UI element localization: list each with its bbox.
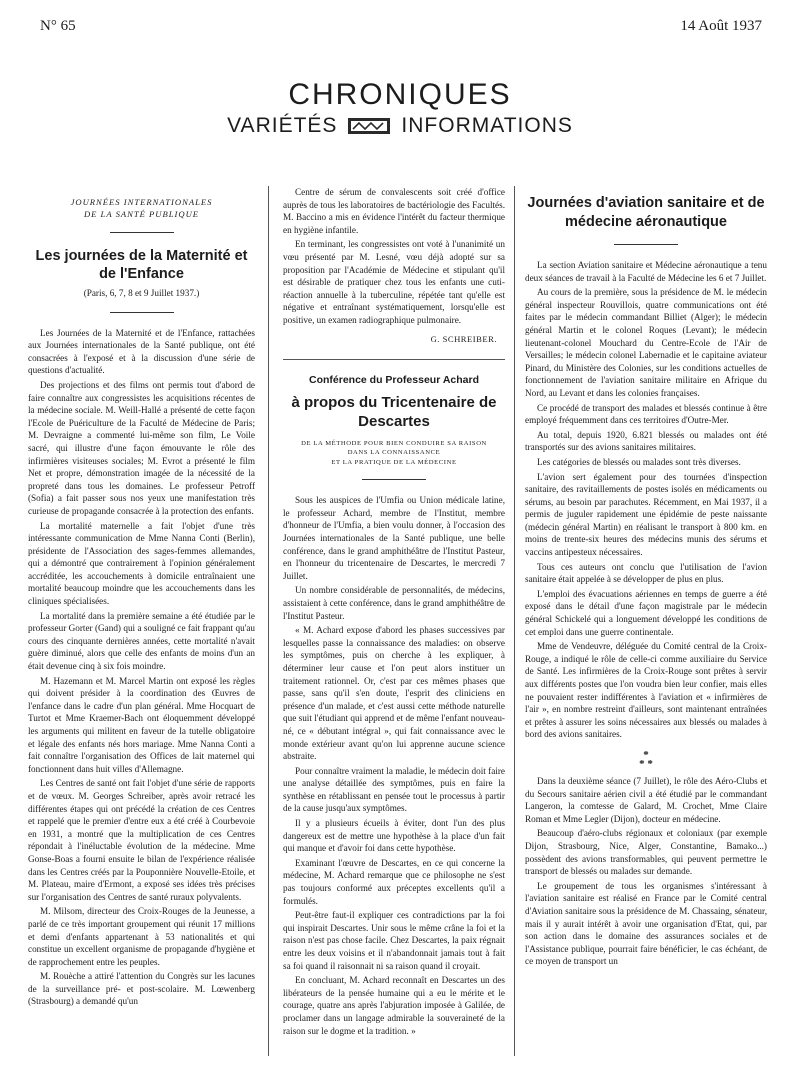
- column-divider: [268, 186, 269, 1056]
- paragraph: La mortalité dans la première semaine a été étudiée par le professeur Gorter (Gand) qui a souligné ce fait frappant qu'au cours des cinquante dernières années, cette mortalité n'avait guère diminué, alors que celle des enfants de moins d'un an était devenue cinq à six fois moindre.: [28, 610, 255, 672]
- article-subtitle: (Paris, 6, 7, 8 et 9 Juillet 1937.): [83, 288, 200, 298]
- paragraph: Dans la deuxième séance (7 Juillet), le rôle des Aéro-Clubs et du Secours sanitaire aérien civil a été étudié par le commandant Langeron, la comtesse de Galard, M. Crochet, Mme Claire Roman et Mme Legler (Dijon), docteur en médecine.: [525, 775, 767, 824]
- paragraph: Un nombre considérable de personnalités, de médecins, assistaient à cette conférence, dans le grand amphithéâtre de l'Institut Pasteur.: [283, 585, 505, 621]
- article-title: Les journées de la Maternité et de l'Enfance: [35, 248, 248, 282]
- paragraph: La mortalité maternelle a fait l'objet d'une très intéressante communication de Mme Nanna Conti (Berlin), présidente de l'Association des sages-femmes allemandes, qui a démontré que contrairement à l'opinion généralement accréditée, les accouchements à domicile entraînaient une mortalité beaucoup moindre que les accouchements dans les cliniques spécialisées.: [28, 520, 255, 607]
- article-title: Journées d'aviation sanitaire et de médecine aéronautique: [527, 195, 765, 230]
- section-heading: JOURNÉES INTERNATIONALES DE LA SANTÉ PUBLIQUE: [70, 197, 213, 219]
- paragraph: L'avion sert également pour des tournées d'inspection sanitaire, des ravitaillements de postes isolés en médicaments ou sérums, au besoin par parachutes. Récemment, en Mai 1937, il a permis de juguler rapidement une épidémie de peste naissante (médecin général Martin) en réalisant le transport à 800 km. en moins de trente-six heures des médecins munis des sérums et vaccins antipesteux nécessaires.: [525, 471, 767, 558]
- paragraph: Ce procédé de transport des malades et blessés continue à être employé fréquemment dans ces territoires d'Outre-Mer.: [525, 402, 767, 426]
- paragraph: Pour connaître vraiment la maladie, le médecin doit faire une analyse détaillée des symptômes, puis en faire la synthèse en rétablissant en pensée tout le processus à partir de la cause jusqu'aux symptômes.: [283, 765, 505, 814]
- section-rule: [283, 359, 505, 360]
- paragraph: Centre de sérum de convalescents soit créé d'office auprès de tous les laboratoires de bactériologie des Facultés. M. Baccino a mis en évidence l'intérêt du facteur thermique en hygiène infantile.: [283, 187, 505, 235]
- paragraph: En concluant, M. Achard reconnaît en Descartes un des libérateurs de la pensée humaine qui a eu le mérite et le courage, quatre ans après l'abjuration imposée à Galilée, de proclamer dans un langage admirable la souveraineté de la raison sur le dogme et la tradition. »: [283, 975, 505, 1036]
- section-stars: * * *: [639, 748, 653, 770]
- column-middle: [283, 186, 505, 1066]
- masthead-right: INFORMATIONS: [401, 114, 573, 137]
- masthead-title: CHRONIQUES: [288, 78, 512, 111]
- paragraph: Les Centres de santé ont fait l'objet d'une série de rapports et de vœux. M. Georges Schreiber, après avoir retracé les différentes étapes qui ont précédé la création de ces Centres et rappelé que le premier d'entre eux a été créé à Courbevoie en 1931, a montré que la multiplication de ces Centres répondait à l'inéluctable évolution de la médecine. Mme Gonse-Boas a fourni ensuite le bilan de l'expérience réalisée dans les Centres créés par la Pouponnière Nouvelle-Etoile, et M. Plateau, maire d'Ermont, a exposé ses idées très précises sur l'organisation des Centres de santé ruraux polyvalents.: [28, 778, 255, 902]
- paragraph: La section Aviation sanitaire et Médecine aéronautique a tenu deux séances de travail à la Faculté de Médecine les 6 et 7 Juillet.: [525, 260, 767, 283]
- paragraph: M. Milsom, directeur des Croix-Rouges de la Jeunesse, a parlé de ce très important groupement qui réunit 17 millions et demi d'enfants appartenant à 53 nationalités et qui constitue un excellent organisme de propagande d'hygiène et de rapprochement entre les peuples.: [28, 906, 255, 967]
- paragraph: M. Hazemann et M. Marcel Martin ont exposé les règles qui doivent présider à la coordination des Œuvres de l'enfance dans le cadre d'un plan général. Mme Hocquart de Turtot et Mme Kraemer-Bach ont éloquemment développé les arguments qui militent en faveur de la tutelle obligatoire et légale des enfants nés hors mariage. Mme Nanna Conti a fait connaître l'organisation des Offices de lait maternel qui fonctionnent dans huit villes d'Allemagne.: [28, 675, 255, 774]
- short-rule: [614, 244, 678, 245]
- paragraph: Mme de Vendeuvre, déléguée du Comité central de la Croix-Rouge, a indiqué le rôle de celle-ci comme auxiliaire du Service de Santé. Les infirmières de la Croix-Rouge sont prêtes à servir aux différents postes que l'on voudra bien leur confier, mais elles ne pouvaient rester indifférentes à l'aviation et « infirmières de l'air », en nombre restreint d'ailleurs, sont maintenant entraînées et prêtes à assurer les soins nécessaires aux blessés ou malades à bord des avions sanitaires.: [525, 641, 767, 740]
- paragraph: Examinant l'œuvre de Descartes, en ce qui concerne la médecine, M. Achard remarque que ce philosophe ne s'est pas toujours conformé aux préceptes excellents qu'il a formulés.: [283, 857, 505, 906]
- masthead: [0, 78, 800, 138]
- paragraph: Les Journées de la Maternité et de l'Enfance, rattachées aux Journées internationales de la Santé publique, ont été consacrées à l'exposé et à la discussion d'une série de questions d'actualité.: [28, 327, 255, 376]
- column-left: [28, 186, 255, 1066]
- paragraph: Il y a plusieurs écueils à éviter, dont l'un des plus dangereux est de mettre une hypothèse à la place d'un fait qui manque et d'avoir foi dans cette hypothèse.: [283, 818, 505, 854]
- paragraph: Au cours de la première, sous la présidence de M. le médecin général inspecteur Rouvillois, quatre communications ont été faites par le médecin commandant Billiet (Alger); le médecin général Martin et le colonel Roques (Levant); le médecin lieutenant-colonel Mouchard du Centre-Ecole de l'Air de Versailles; le médecin colonel Labernadie et le capitaine aviateur Pinard, du Ministère des Colonies, sur les conditions actuelles de fonctionnement de l'aviation sanitaire militaire en Afrique du Nord, au Levant et dans les colonies françaises.: [525, 287, 767, 398]
- issue-date: 14 Août 1937: [680, 18, 762, 34]
- signature: G. SCHREIBER.: [430, 333, 497, 344]
- paragraph: Les catégories de blessés ou malades sont très diverses.: [537, 456, 741, 467]
- paragraph: M. Rouèche a attiré l'attention du Congrès sur les lacunes de la surveillance pré- et post-scolaire. M. Lœwenberg (Strasbourg) a demandé qu'un: [28, 971, 255, 1007]
- paragraph: Tous ces auteurs ont conclu que l'utilisation de l'avion sanitaire était appelée à se développer de plus en plus.: [525, 561, 767, 585]
- paragraph: Au total, depuis 1920, 6.821 blessés ou malades ont été transportés sur des avions sanitaires militaires.: [525, 429, 767, 453]
- paragraph: Des projections et des films ont permis tout d'abord de faire connaître aux congressistes les acquisitions récentes de la médecine sociale. M. Weill-Hallé a présenté de cette façon l'Ecole de Puériculture de la Faculté de Médecine de Paris; M. Devraigne a commenté lui-même son film, Le Voile sacré, qui illustre d'une façon émouvante le rôle des infirmières visiteuses sociales; M. Evrot a présenté le film Net et propre, démonstration imagée de la nécessité de la propreté dans tous les domaines. Le professeur Petroff (Sofia) a fait passer sous nos yeux une manifestation très curieuse de propagande consacrée à la protection des enfants.: [28, 379, 255, 516]
- short-rule: [110, 312, 174, 313]
- paragraph: « M. Achard expose d'abord les phases successives par lesquelles passe la connaissance des maladies: on observe les symptômes, puis on cherche à les expliquer, à déterminer leur cause et l'on peut alors instituer un traitement rationnel. Or, c'est par ces mêmes phases que passe, sans qu'il s'en doute, l'esprit des cliniciens en présence d'un malade, et c'est aussi cette méthode naturelle que suit l'étudiant qui apprend et de même l'enfant nouveau-né, ce « débutant intégral », qui fait connaissance avec le monde extérieur avant qu'on lui apprenne aucune science abstraite.: [283, 625, 505, 762]
- article-kicker: Conférence du Professeur Achard: [309, 374, 479, 387]
- article-title: à propos du Tricentenaire de Descartes: [291, 393, 497, 430]
- short-rule: [362, 479, 426, 480]
- page-header: [40, 18, 762, 40]
- paragraph: Peut-être faut-il expliquer ces contradictions par la foi qui inspirait Descartes. Unir sous le même crâne la foi et la raison n'est pas chose facile. Chez Descartes, la paix régnait entre les deux voisins et il n'abandonnait jamais tout à fait sa foi quand il raisonnait ni sa raison quand il croyait.: [283, 910, 505, 971]
- masthead-left: VARIÉTÉS: [227, 114, 338, 137]
- issue-number: N° 65: [40, 18, 76, 34]
- short-rule: [110, 232, 174, 233]
- paragraph: En terminant, les congressistes ont voté à l'unanimité un vœu présenté par M. Lesné, vœu déjà adopté sur sa proposition par l'Académie de Médecine et stipulant qu'il est désirable de pratiquer chez tous les enfants une cuti-réaction annuelle à la tuberculine, répétée tant qu'elle est négative et entraînant systématiquement, lorsqu'elle est positive, un examen radiographique pulmonaire.: [283, 239, 505, 325]
- article-deck: DE LA MÉTHODE POUR BIEN CONDUIRE SA RAISON DANS LA CONNAISSANCE ET LA PRATIQUE DE LA MÉDECINE: [301, 439, 487, 466]
- paragraph: L'emploi des évacuations aériennes en temps de guerre a été exposé dans le détail d'une façon magistrale par le médecin général Schickelé qui a longuement développé les conditions de cet emploi dans une guerre continentale.: [525, 588, 767, 637]
- column-divider: [514, 186, 515, 1056]
- paragraph: Le groupement de tous les organismes s'intéressant à l'aviation sanitaire est réalisé en France par le Comité central d'Aviation sanitaire sous la présidence de M. Chassaing, sénateur, mais il y aurait intérêt à avoir une organisation d'Etat, qui, par son action dans le domaine des assurances sociales et de l'Assistance publique, pourrait faire bénéficier, le cas échéant, de ce moyen de transport un: [525, 880, 767, 967]
- emblem-icon: [347, 117, 391, 135]
- column-right: [525, 186, 767, 1066]
- masthead-subtitle: [0, 114, 800, 138]
- paragraph: Sous les auspices de l'Umfia ou Union médicale latine, le professeur Achard, membre de l'Institut, membre d'honneur de l'Umfia, a bien voulu donner, à l'occasion des Journées internationales de la Santé publique, une belle conférence, dans le grand amphithéâtre de l'Institut Pasteur, en l'honneur du tricentenaire de Descartes, le mercredi 7 Juillet.: [283, 495, 505, 581]
- paragraph: Beaucoup d'aéro-clubs régionaux et coloniaux (par exemple Dijon, Strasbourg, Nice, Alger, Constantine, Bamako...) possèdent des avions transformables, qui peuvent permettre le transport de blessés ou malades sur demande.: [525, 828, 767, 877]
